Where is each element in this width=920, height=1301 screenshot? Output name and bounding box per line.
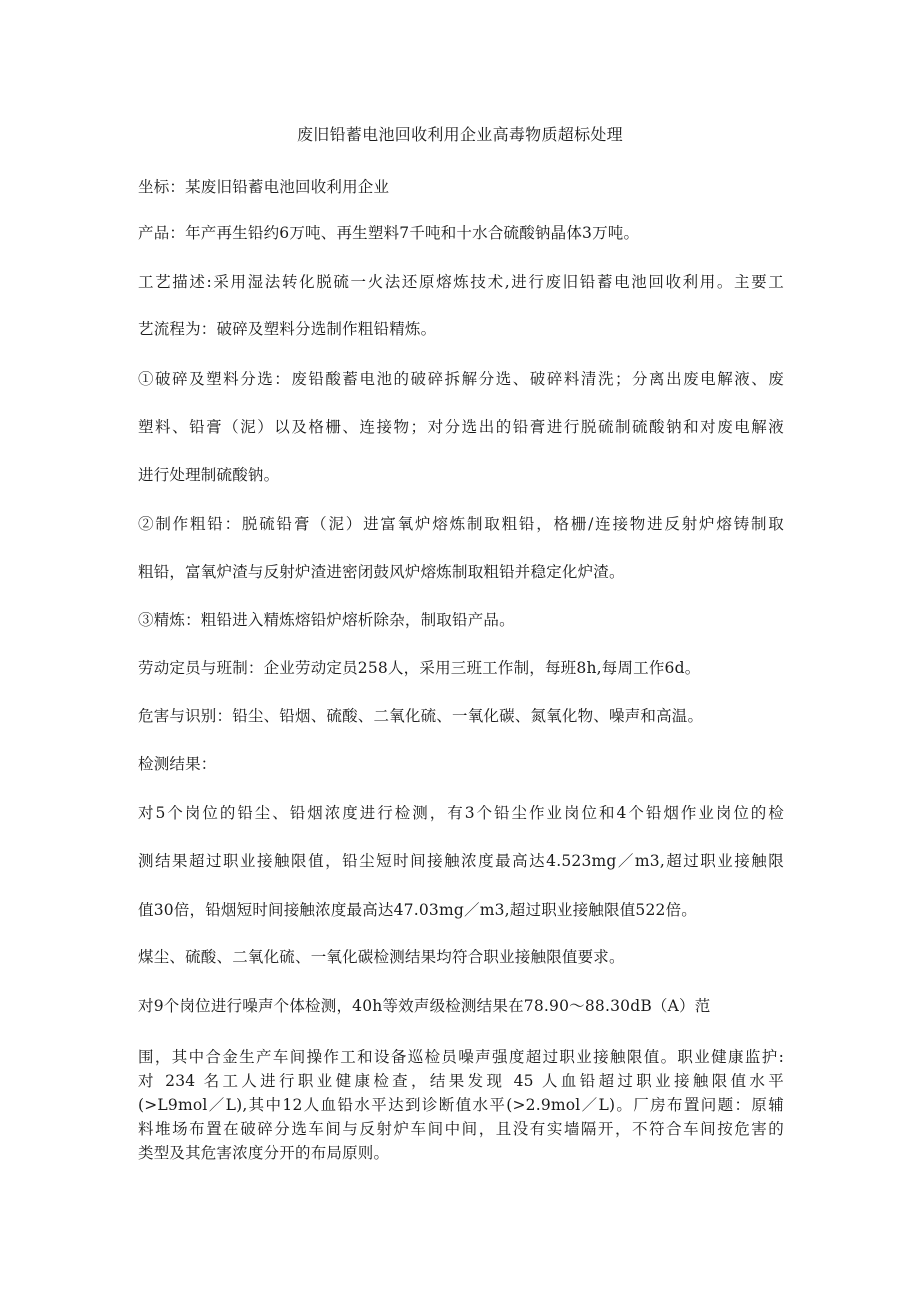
text-line-health-1: 对 234 名工人进行职业健康检查，结果发现 45 人血铅超过职业接触限值水平 — [138, 1072, 784, 1090]
text-line-step2-1: ②制作粗铅：脱硫铅膏（泥）进富氧炉熔炼制取粗铅，格栅/连接物进反射炉熔铸制取 — [138, 515, 784, 533]
text-line-step1-1: ①破碎及塑料分选：废铅酸蓄电池的破碎拆解分选、破碎料清洗；分离出废电解液、废 — [138, 370, 784, 388]
text-line-staffing: 劳动定员与班制：企业劳动定员258人，采用三班工作制，每班8h,每周工作6d。 — [138, 659, 701, 677]
text-line-products: 产品：年产再生铅约6万吨、再生塑料7千吨和十水合硫酸钠晶体3万吨。 — [138, 224, 640, 242]
text-line-results-1: 对5个岗位的铅尘、铅烟浓度进行检测，有3个铅尘作业岗位和4个铅烟作业岗位的检 — [138, 804, 784, 822]
text-line-process-2: 艺流程为：破碎及塑料分选制作粗铅精炼。 — [138, 320, 437, 338]
text-line-step1-3: 进行处理制硫酸钠。 — [138, 466, 280, 484]
text-line-step2-2: 粗铅，富氧炉渣与反射炉渣进密闭鼓风炉熔炼制取粗铅并稳定化炉渣。 — [138, 563, 625, 581]
text-line-results-3: 值30倍，铅烟短时间接触浓度最高达47.03mg／m3,超过职业接触限值522倍。 — [138, 901, 697, 919]
text-line-health-2: (>L9mol／L),其中12人血铅水平达到诊断值水平(>2.9mol／L)。厂房布置问题：原辅 — [138, 1096, 784, 1114]
text-line-layout-1: 料堆场布置在破碎分选车间与反射炉车间中间，且没有实墙隔开，不符合车间按危害的 — [138, 1120, 784, 1138]
text-line-step3: ③精炼：粗铅进入精炼熔铅炉熔析除杂，制取铅产品。 — [138, 611, 515, 629]
text-line-process-1: 工艺描述:采用湿法转化脱硫一火法还原熔炼技术,进行废旧铅蓄电池回收利用。主要工 — [138, 273, 784, 291]
text-line-noise-2: 围，其中合金生产车间操作工和设备巡检员噪声强度超过职业接触限值。职业健康监护: — [138, 1048, 784, 1066]
document-title: 废旧铅蓄电池回收利用企业高毒物质超标处理 — [296, 125, 623, 144]
text-line-hazards: 危害与识别：铅尘、铅烟、硫酸、二氧化硫、一氧化碳、氮氧化物、噪声和高温。 — [138, 707, 704, 725]
text-line-noise-1: 对9个岗位进行噪声个体检测，40h等效声级检测结果在78.90～88.30dB（A）范 — [138, 997, 711, 1015]
text-line-layout-2: 类型及其危害浓度分开的布局原则。 — [138, 1144, 390, 1162]
text-line-results-heading: 检测结果： — [138, 755, 217, 773]
text-line-results-2: 测结果超过职业接触限值，铅尘短时间接触浓度最高达4.523mg／m3,超过职业接触限 — [138, 852, 784, 870]
text-line-location: 坐标：某废旧铅蓄电池回收利用企业 — [138, 178, 390, 196]
text-line-step1-2: 塑料、铅膏（泥）以及格栅、连接物；对分选出的铅膏进行脱硫制硫酸钠和对废电解液 — [138, 418, 784, 436]
text-line-results-4: 煤尘、硫酸、二氧化硫、一氧化碳检测结果均符合职业接触限值要求。 — [138, 948, 625, 966]
